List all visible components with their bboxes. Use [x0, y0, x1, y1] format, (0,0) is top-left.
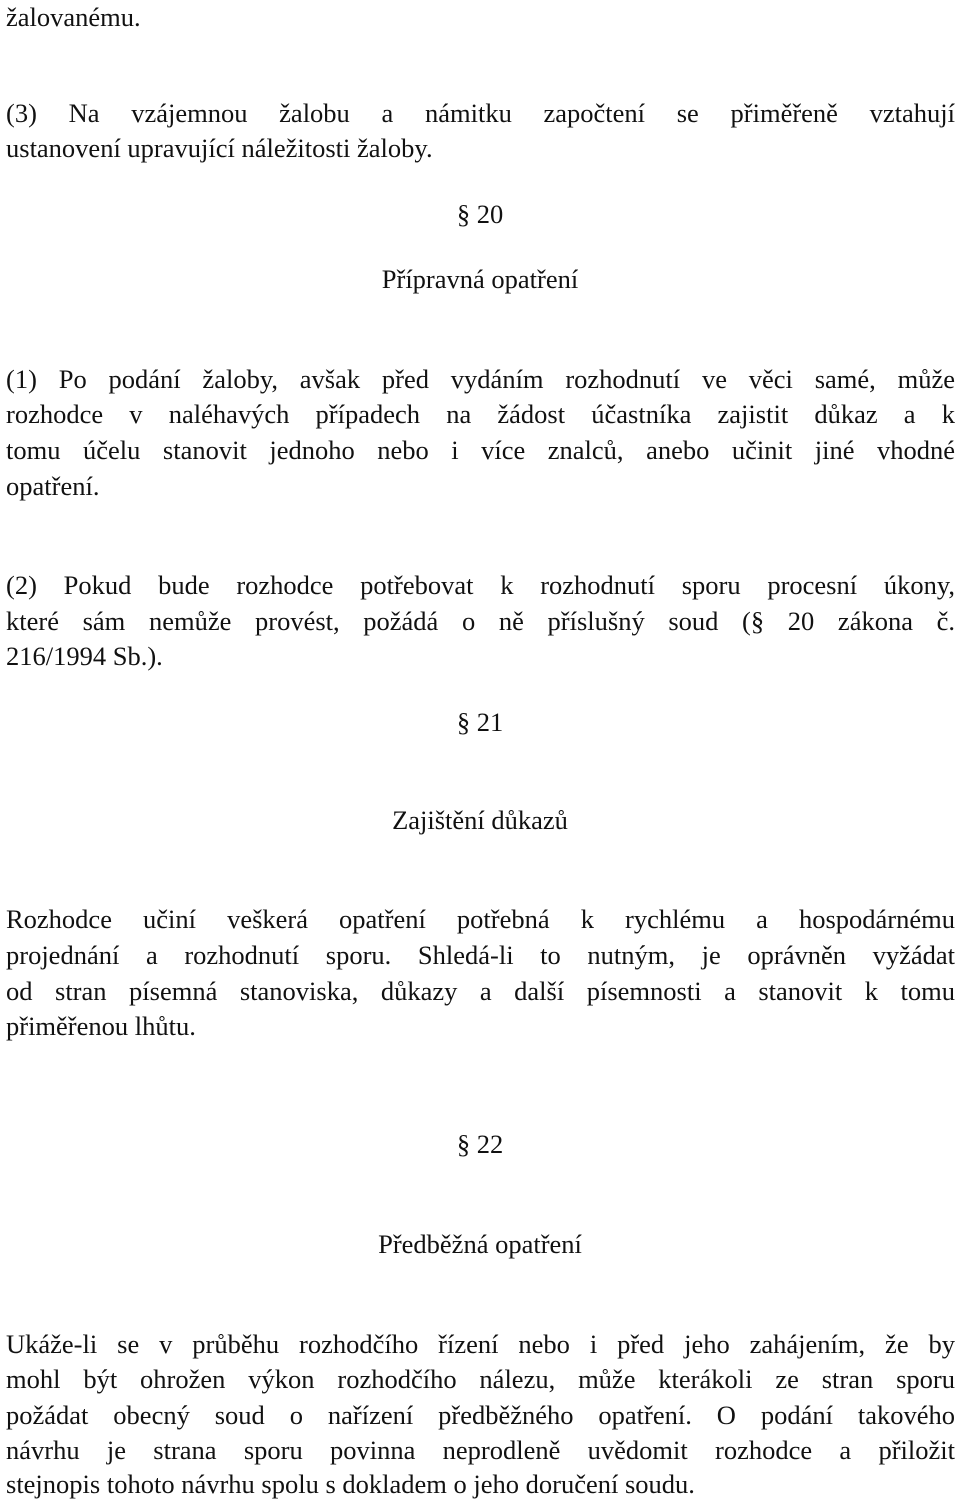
- paragraph-line: (1) Po podání žaloby, avšak před vydáním rozhodnutí ve věci samé, může: [6, 364, 955, 394]
- paragraph-line: Rozhodce učiní veškerá opatření potřebná k rychlému a hospodárnému: [6, 904, 955, 934]
- paragraph-line: přiměřenou lhůtu.: [6, 1011, 196, 1041]
- paragraph-line: návrhu je strana sporu povinna neprodleně uvědomit rozhodce a přiložit: [6, 1435, 955, 1465]
- paragraph-line: mohl být ohrožen výkon rozhodčího nálezu, může kterákoli ze stran sporu: [6, 1364, 955, 1394]
- paragraph-line: stejnopis tohoto návrhu spolu s dokladem o jeho doručení soudu.: [6, 1469, 695, 1499]
- paragraph-line: od stran písemná stanoviska, důkazy a další písemnosti a stanovit k tomu: [6, 976, 955, 1006]
- paragraph-line: které sám nemůže provést, požádá o ně příslušný soud (§ 20 zákona č.: [6, 606, 955, 636]
- paragraph-line: požádat obecný soud o nařízení předběžného opatření. O podání takového: [6, 1400, 955, 1430]
- section-20-title: Přípravná opatření: [381, 264, 579, 294]
- section-22-number: § 22: [456, 1129, 504, 1159]
- section-21-number: § 21: [456, 707, 504, 737]
- paragraph-line: rozhodce v naléhavých případech na žádost účastníka zajistit důkaz a k: [6, 399, 955, 429]
- paragraph-line: tomu účelu stanovit jednoho nebo i více znalců, anebo učinit jiné vhodné: [6, 435, 955, 465]
- section-22-title: Předběžná opatření: [378, 1229, 582, 1259]
- paragraph-line: (3) Na vzájemnou žalobu a námitku započtení se přiměřeně vztahují: [6, 98, 955, 128]
- paragraph-line: 216/1994 Sb.).: [6, 641, 163, 671]
- section-20-number: § 20: [456, 199, 504, 229]
- paragraph-line: Ukáže-li se v průběhu rozhodčího řízení nebo i před jeho zahájením, že by: [6, 1329, 955, 1359]
- section-21-title: Zajištění důkazů: [392, 805, 568, 835]
- paragraph-line: projednání a rozhodnutí sporu. Shledá-li to nutným, je oprávněn vyžádat: [6, 940, 955, 970]
- intro-line: žalovanému.: [6, 2, 141, 32]
- paragraph-line: (2) Pokud bude rozhodce potřebovat k rozhodnutí sporu procesní úkony,: [6, 570, 955, 600]
- paragraph-line: opatření.: [6, 471, 100, 501]
- paragraph-line: ustanovení upravující náležitosti žaloby.: [6, 133, 433, 163]
